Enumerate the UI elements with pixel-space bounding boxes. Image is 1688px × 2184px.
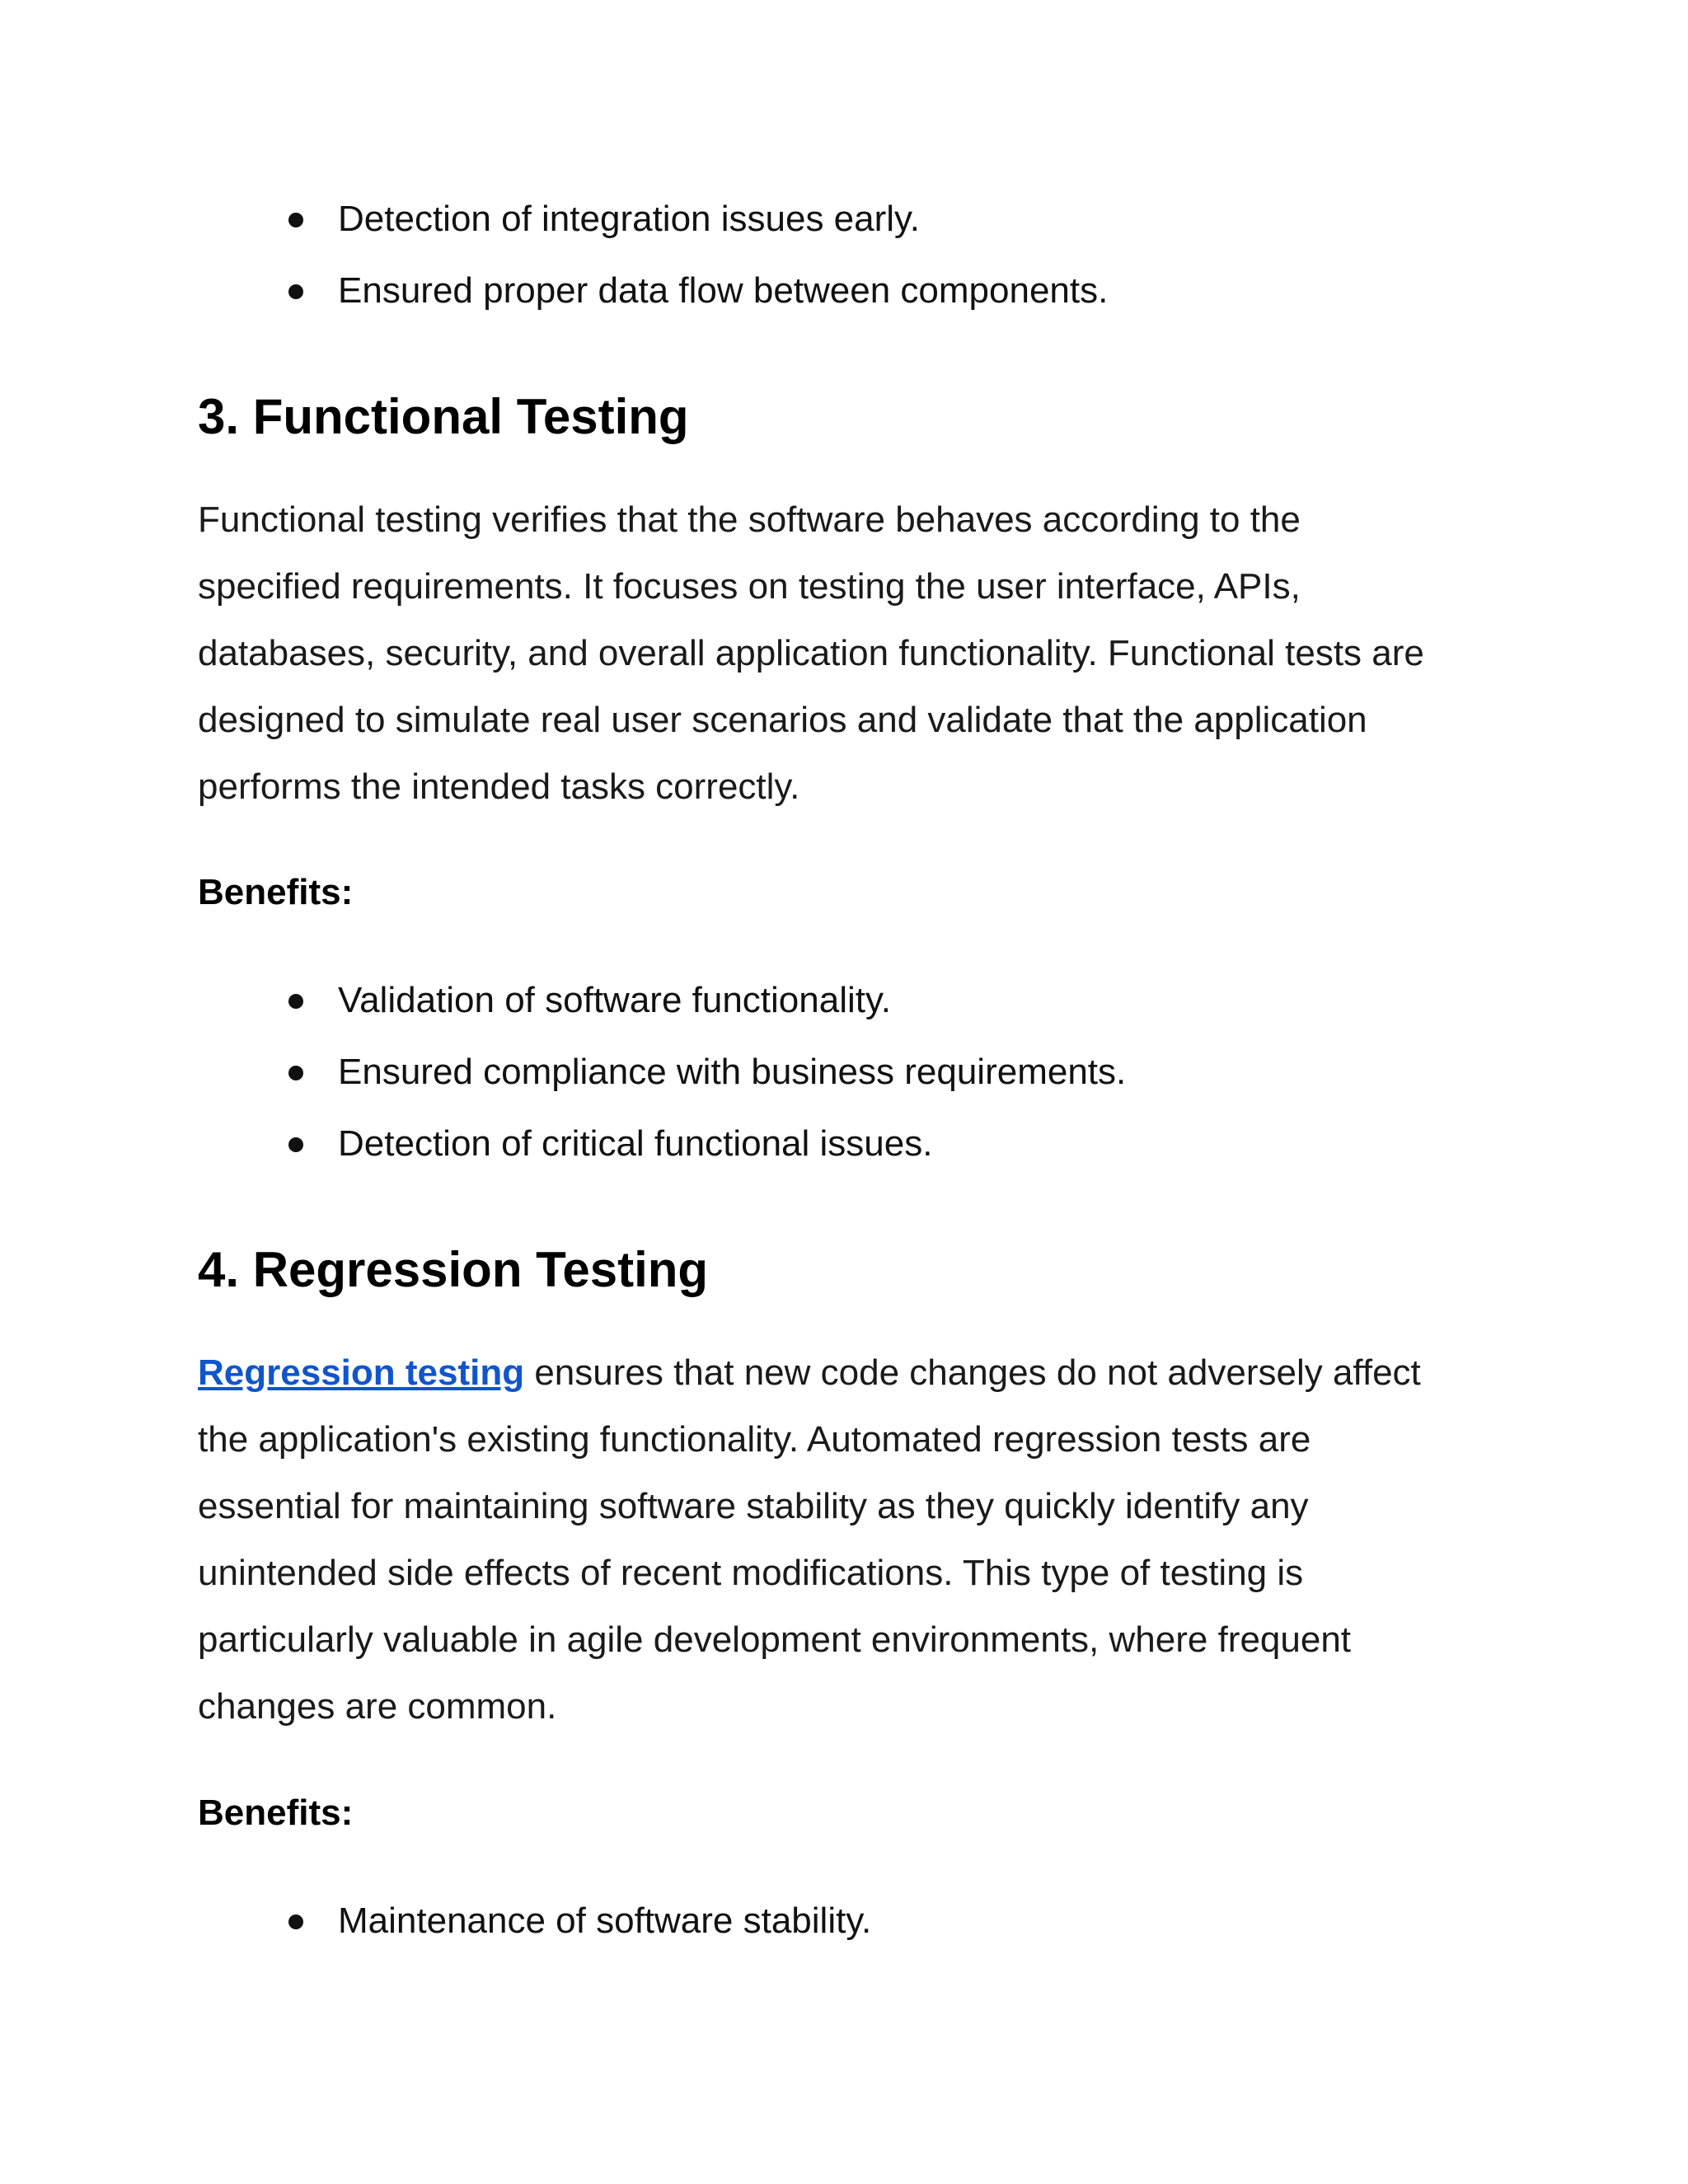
paragraph-line: essential for maintaining software stability as they quickly identify any bbox=[198, 1486, 1309, 1526]
benefits-label: Benefits: bbox=[198, 1793, 354, 1833]
bullet-icon bbox=[288, 1915, 303, 1929]
paragraph-line: Functional testing verifies that the software behaves according to the bbox=[198, 499, 1301, 540]
paragraph-line: particularly valuable in agile development environments, where frequent bbox=[198, 1619, 1352, 1660]
benefits-label: Benefits: bbox=[198, 872, 354, 912]
list-item-text: Detection of critical functional issues. bbox=[338, 1123, 933, 1164]
bullet-icon bbox=[288, 994, 303, 1009]
list-item-text: Ensured proper data flow between components. bbox=[338, 270, 1109, 311]
bullet-icon bbox=[288, 1137, 303, 1152]
functional-testing-paragraph bbox=[198, 486, 1484, 820]
paragraph-line: the application's existing functionality. Automated regression tests are bbox=[198, 1419, 1311, 1460]
list-item-text: Maintenance of software stability. bbox=[338, 1900, 872, 1941]
bullet-icon bbox=[288, 213, 303, 227]
paragraph-line: changes are common. bbox=[198, 1686, 557, 1727]
paragraph-line: databases, security, and overall application functionality. Functional tests are bbox=[198, 633, 1424, 673]
list-item-text: Ensured compliance with business requirements. bbox=[338, 1052, 1127, 1092]
regression-testing-link[interactable]: Regression testing bbox=[198, 1352, 525, 1393]
list-item-text: Detection of integration issues early. bbox=[338, 199, 920, 239]
paragraph-line-text: ensures that new code changes do not adversely affect bbox=[524, 1352, 1421, 1393]
regression-testing-paragraph bbox=[198, 1339, 1484, 1740]
paragraph-line: designed to simulate real user scenarios and validate that the application bbox=[198, 700, 1367, 740]
list-item-text: Validation of software functionality. bbox=[338, 980, 891, 1020]
section-heading-functional-testing: 3. Functional Testing bbox=[198, 389, 689, 444]
paragraph-line bbox=[198, 1339, 1484, 1406]
section-heading-regression-testing: 4. Regression Testing bbox=[198, 1242, 709, 1297]
bullet-icon bbox=[288, 1066, 303, 1080]
paragraph-line: unintended side effects of recent modifications. This type of testing is bbox=[198, 1553, 1304, 1593]
paragraph-line: specified requirements. It focuses on testing the user interface, APIs, bbox=[198, 566, 1301, 607]
paragraph-line: performs the intended tasks correctly. bbox=[198, 766, 800, 807]
bullet-icon bbox=[288, 284, 303, 299]
